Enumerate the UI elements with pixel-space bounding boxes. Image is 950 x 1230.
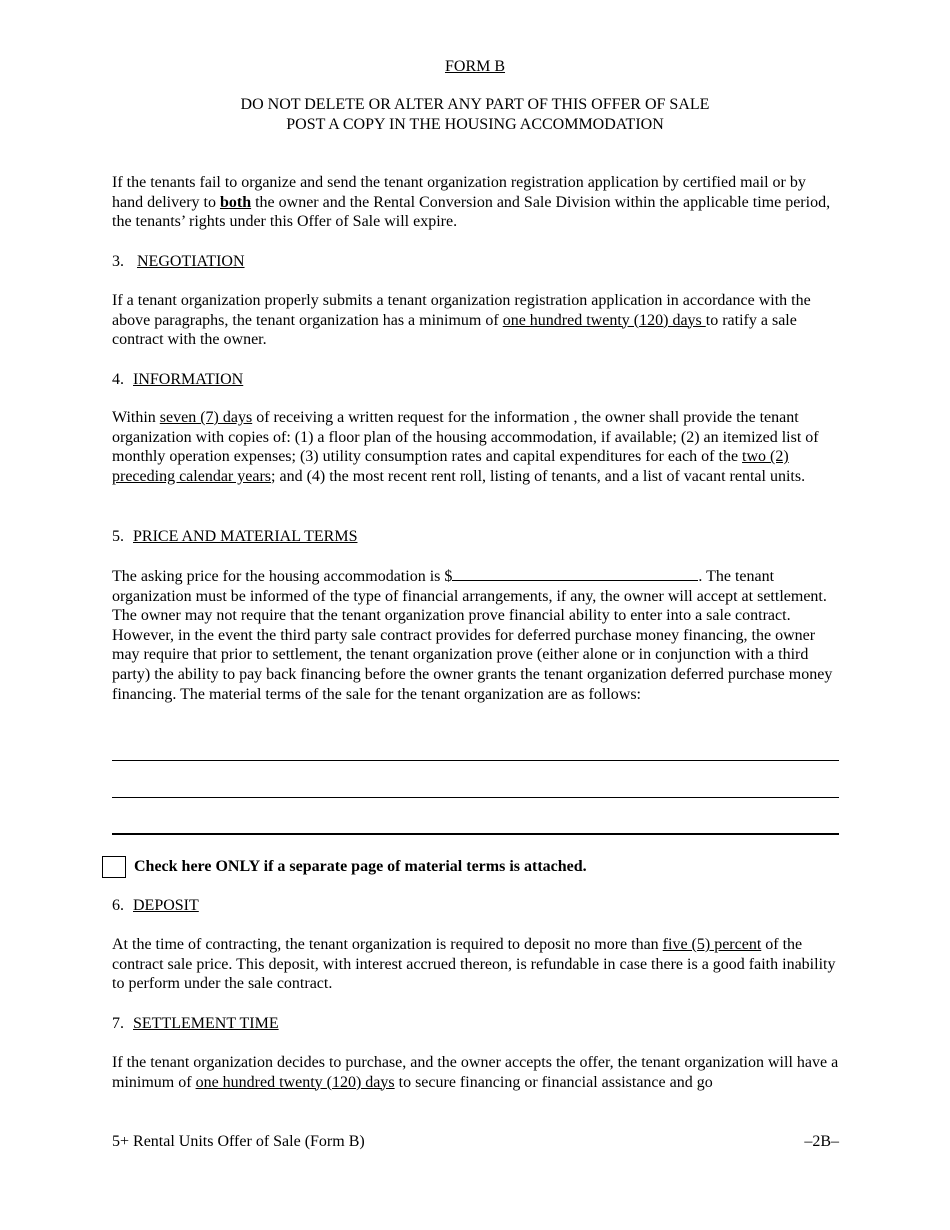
section-5-paragraph: The asking price for the housing accommodation is $ . The tenant organization must be informed of the type of financial arrangements, if any, the owner will accept at settlement. The owner may not require that the tenant organization prove financial ability to enter into a sale contract. However, in the event the third party sale contract provides for deferred purchase money financing, the owner may require that prior to settlement, the tenant organization prove (either alone or in conjunction with a third party) the ability to pay back financing before the owner grants the tenant organization deferred purchase money financing. The material terms of the sale for the tenant organization are as follows: [112, 568, 833, 703]
section-4-heading: 4. INFORMATION [112, 371, 244, 388]
section-7-paragraph: If the tenant organization decides to purchase, and the owner accepts the offer, the tenant organization will have a minimum of one hundred twenty (120) days to secure financing or financial assistance and go [112, 1054, 839, 1091]
section-7-heading: 7. SETTLEMENT TIME [112, 1015, 279, 1032]
checkbox-label: Check here ONLY if a separate page of material terms is attached. [134, 858, 587, 875]
section-3-paragraph: If a tenant organization properly submits a tenant organization registration application in accordance with the above paragraphs, the tenant organization has a minimum of one hundred twenty (120) days to ratify a sale contract with the owner. [112, 292, 811, 349]
intro-paragraph: If the tenants fail to organize and send the tenant organization registration application by certified mail or by hand delivery to both the owner and the Rental Conversion and Sale Division within the applicable time period, the tenants’ rights under this Offer of Sale will expire. [112, 174, 831, 231]
separate-terms-checkbox[interactable] [102, 856, 126, 878]
form-title: FORM B [444, 58, 506, 75]
material-terms-line-2[interactable] [112, 797, 839, 798]
warning-line-2: POST A COPY IN THE HOUSING ACCOMMODATION [286, 116, 664, 133]
section-4-paragraph: Within seven (7) days of receiving a written request for the information , the owner shall provide the tenant organization with copies of: (1) a floor plan of the housing accommodation, if available; (2) an itemized list of monthly operation expenses; (3) utility consumption rates and capital expenditures for each of the two (2) preceding calendar years; and (4) the most recent rent roll, listing of tenants, and a list of vacant rental units. [112, 409, 819, 485]
section-3-heading: 3. NEGOTIATION [112, 253, 245, 270]
material-terms-line-3[interactable] [112, 833, 839, 835]
section-6-paragraph: At the time of contracting, the tenant organization is required to deposit no more than five (5) percent of the contract sale price. This deposit, with interest accrued thereon, is refundable in case there is a good faith inability to perform under the sale contract. [112, 936, 836, 993]
footer-title: 5+ Rental Units Offer of Sale (Form B) [112, 1133, 365, 1150]
warning-line-1: DO NOT DELETE OR ALTER ANY PART OF THIS OFFER OF SALE [240, 96, 710, 113]
asking-price-field[interactable] [452, 566, 698, 581]
section-5-heading: 5. PRICE AND MATERIAL TERMS [112, 528, 358, 545]
both-emphasis: both [219, 193, 252, 211]
section-6-heading: 6. DEPOSIT [112, 897, 199, 914]
page-number: –2B– [804, 1133, 839, 1150]
material-terms-line-1[interactable] [112, 760, 839, 761]
